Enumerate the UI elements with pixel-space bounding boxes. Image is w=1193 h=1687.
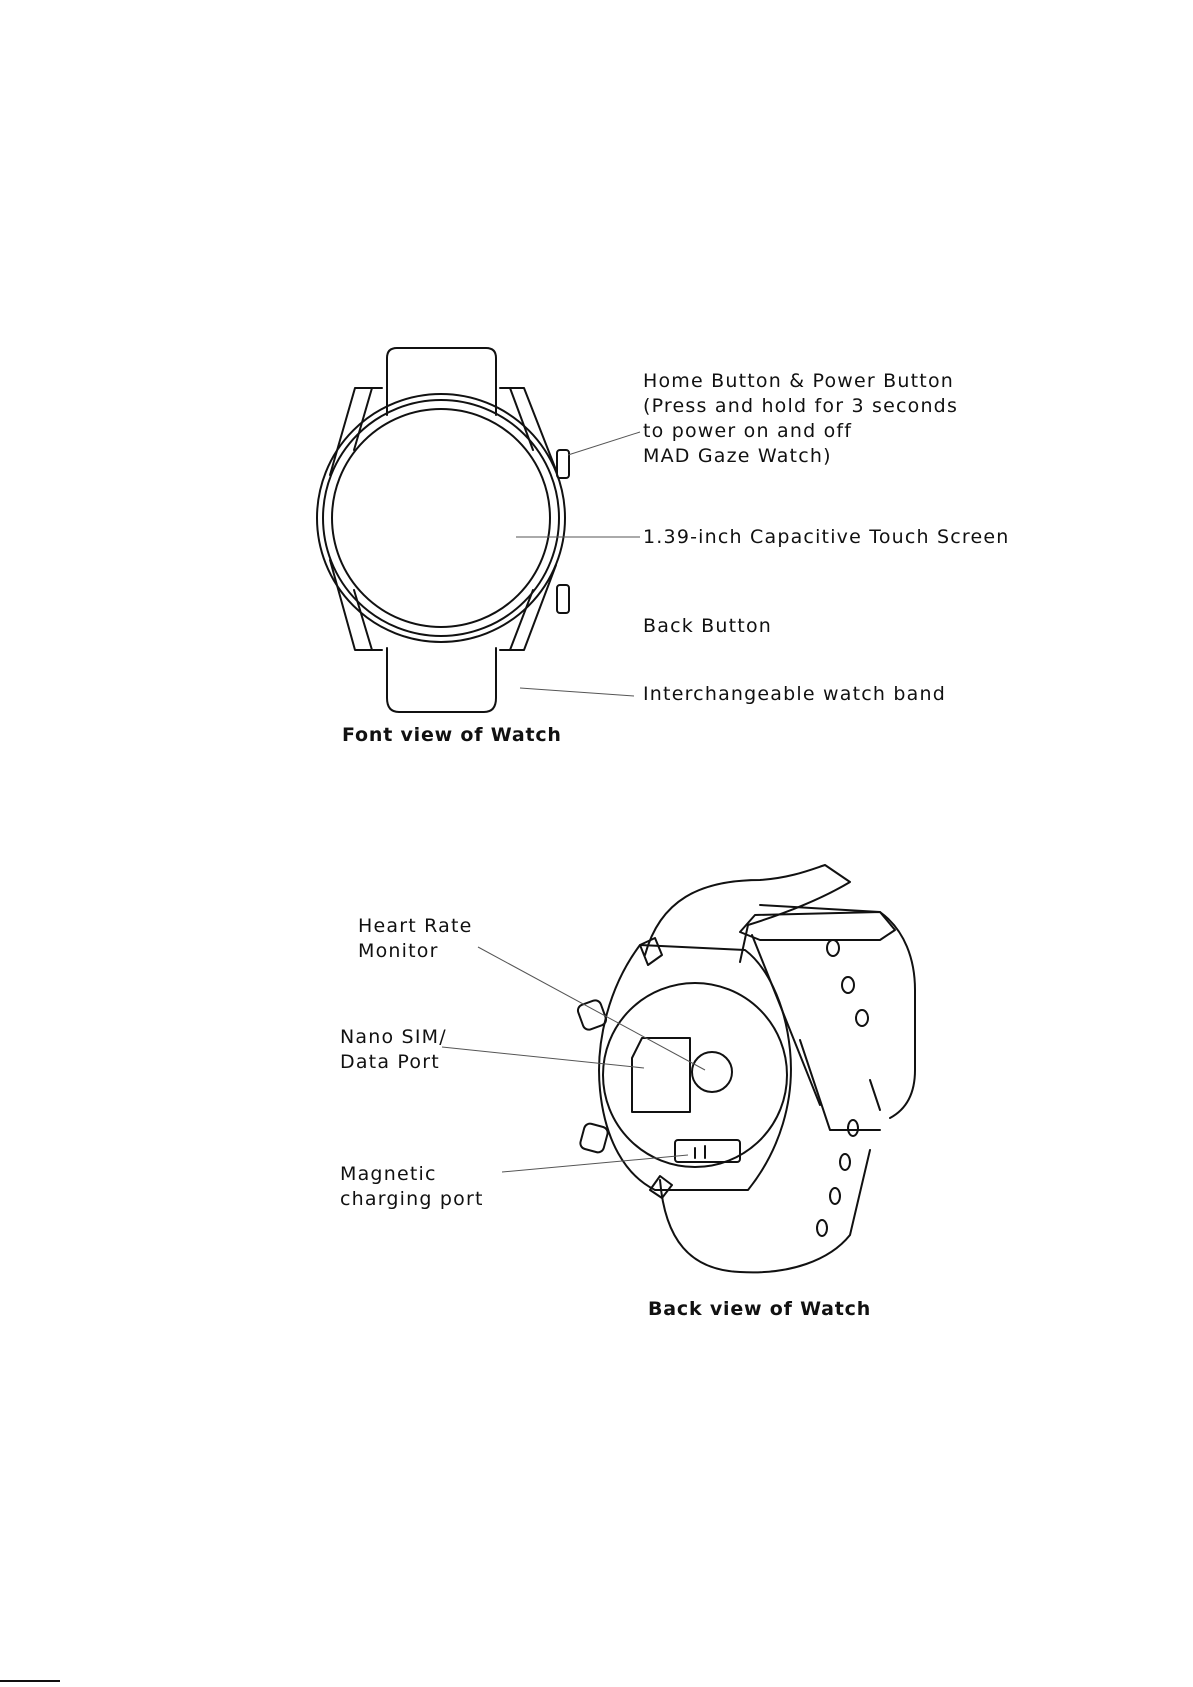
front-right-lugs [500, 388, 556, 650]
footer-bar [0, 1680, 60, 1682]
charging-port-label-line-2: charging port [340, 1188, 484, 1210]
front-top-strap [387, 348, 496, 393]
home-button-label-line-1: Home Button & Power Button [643, 370, 955, 392]
charging-port-label [340, 1162, 484, 1212]
home-button-label-line-3: to power on and off [643, 420, 853, 442]
nano-sim-label [340, 1025, 447, 1075]
front-back-button [557, 585, 569, 613]
back-sim-door [632, 1038, 690, 1112]
back-buckle [740, 912, 895, 940]
home-button-label [643, 369, 958, 469]
watch-band-label: Interchangeable watch band [643, 683, 946, 705]
back-view-illustration [576, 865, 915, 1272]
back-charging-port [675, 1140, 740, 1162]
heart-rate-label-line-2: Monitor [358, 940, 439, 962]
front-view-illustration [317, 348, 569, 712]
back-button-label: Back Button [643, 615, 773, 637]
home-button-label-line-4: MAD Gaze Watch) [643, 445, 832, 467]
front-home-button [557, 450, 569, 478]
front-leader-lines [516, 432, 640, 696]
back-lower-band [660, 1150, 870, 1272]
back-heart-rate-sensor [692, 1052, 732, 1092]
touch-screen-label: 1.39-inch Capacitive Touch Screen [643, 526, 1010, 548]
back-leader-lines [442, 947, 705, 1172]
home-button-label-line-2: (Press and hold for 3 seconds [643, 395, 959, 417]
front-view-caption: Font view of Watch [342, 724, 562, 746]
heart-rate-label [358, 914, 473, 964]
front-screen [332, 409, 550, 627]
nano-sim-label-line-1: Nano SIM/ [340, 1026, 447, 1048]
heart-rate-label-line-1: Heart Rate [358, 915, 473, 937]
back-lower-button [579, 1122, 609, 1153]
front-bottom-strap [387, 648, 496, 712]
charging-port-label-line-1: Magnetic [340, 1163, 437, 1185]
nano-sim-label-line-2: Data Port [340, 1051, 440, 1073]
back-view-caption: Back view of Watch [648, 1298, 872, 1320]
